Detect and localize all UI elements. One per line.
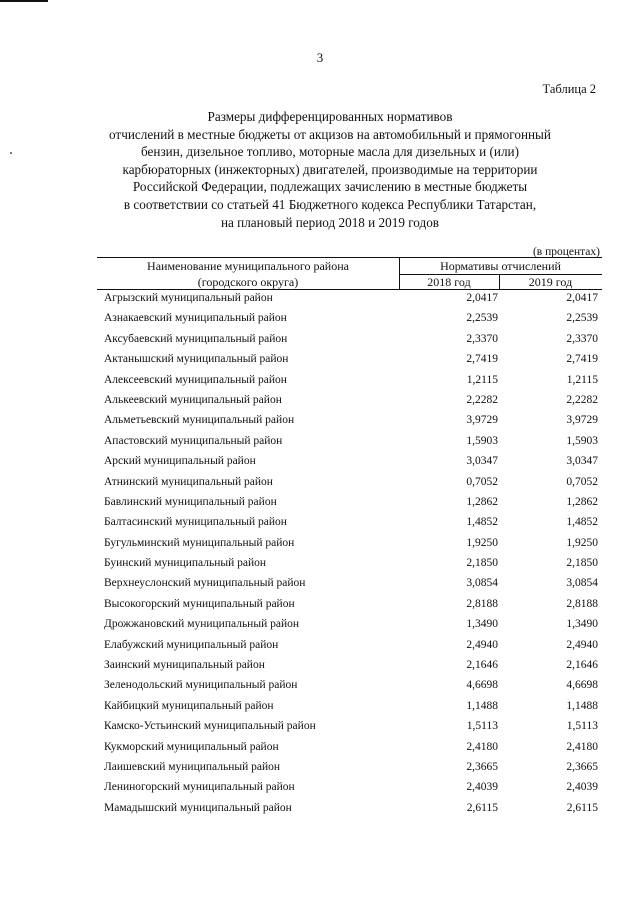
value-2019: 1,5903 [566,434,598,447]
district-name: Верхнеуслонский муниципальный район [104,577,306,590]
value-2018: 2,4940 [466,638,498,651]
table-row [0,475,640,495]
district-name: Алькеевский муниципальный район [104,393,282,406]
title-line: Российской Федерации, подлежащих зачислению в местные бюджеты [132,179,528,195]
value-2018: 1,5903 [466,434,498,447]
value-2019: 2,1646 [566,659,598,672]
district-name: Лаишевский муниципальный район [104,760,281,773]
district-name: Дрожжановский муниципальный район [104,618,300,631]
district-name: Камско-Устьинский муниципальный район [104,720,316,733]
table-row [0,536,640,556]
table-row [0,760,640,780]
district-name: Лениногорский муниципальный район [104,781,295,794]
value-2019: 2,4940 [566,638,598,651]
page-number: 3 [316,50,324,65]
value-2018: 2,1850 [466,557,498,570]
value-2018: 2,8188 [466,597,498,610]
header-top-border [97,257,602,258]
value-2019: 2,3665 [566,760,598,773]
table-row [0,332,640,352]
column-header-2018: 2018 год [427,275,471,289]
table-row [0,658,640,678]
value-2019: 2,4180 [566,740,598,753]
district-name: Аксубаевский муниципальный район [104,332,288,345]
district-name: Кайбицкий муниципальный район [104,699,274,712]
district-name: Альметьевский муниципальный район [104,414,295,427]
table-header [97,257,602,290]
district-name: Бавлинский муниципальный район [104,495,277,508]
district-name: Высокогорский муниципальный район [104,597,295,610]
table-row [0,454,640,474]
district-name: Елабужский муниципальный район [104,638,279,651]
title-line: в соответствии со статьей 41 Бюджетного кодекса Республики Татарстан, [123,196,537,212]
value-2019: 1,4852 [566,516,598,529]
value-2018: 2,2282 [466,393,498,406]
table-row [0,801,640,821]
district-name: Азнакаевский муниципальный район [104,312,287,325]
value-2018: 2,2539 [466,312,498,325]
table-row [0,740,640,760]
value-2018: 1,3490 [466,618,498,631]
table-row [0,556,640,576]
title-line: карбюраторных (инжекторных) двигателей, производимые на территории [122,161,538,177]
table-row [0,434,640,454]
table-row [0,311,640,331]
value-2018: 2,7419 [466,353,498,366]
table-body [0,291,640,821]
value-2019: 2,4039 [566,781,598,794]
value-2019: 1,1488 [566,699,598,712]
table-row [0,495,640,515]
value-2018: 2,4180 [466,740,498,753]
value-2019: 1,5113 [566,720,598,733]
top-rule [0,0,48,2]
value-2019: 1,2115 [566,373,598,386]
district-name: Апастовский муниципальный район [104,434,283,447]
value-2018: 1,5113 [466,720,498,733]
district-name: Бугульминский муниципальный район [104,536,295,549]
table-row [0,413,640,433]
table-row [0,515,640,535]
value-2019: 2,2282 [566,393,598,406]
value-2018: 2,3665 [466,760,498,773]
district-name: Актанышский муниципальный район [104,353,289,366]
table-row [0,699,640,719]
value-2018: 3,0347 [466,455,498,468]
district-name: Кукморский муниципальный район [104,740,279,753]
value-2019: 2,0417 [566,292,598,304]
value-2019: 1,3490 [566,618,598,631]
value-2018: 1,9250 [466,536,498,549]
title-line: Размеры дифференцированных нормативов [207,109,453,124]
table-row [0,597,640,617]
district-name: Агрызский муниципальный район [104,292,273,304]
value-2019: 2,6115 [566,801,598,814]
district-name: Мамадышский муниципальный район [104,801,292,814]
district-name: Алексеевский муниципальный район [104,373,287,386]
table-row [0,617,640,637]
district-name: Балтасинский муниципальный район [104,516,287,529]
value-2018: 2,6115 [466,801,498,814]
column-header-norms: Нормативы отчислений [440,259,561,273]
value-2018: 0,7052 [466,475,498,488]
table-row [0,373,640,393]
unit-note: (в процентах) [532,246,600,258]
value-2019: 2,8188 [566,597,598,610]
value-2019: 2,2539 [566,312,598,325]
value-2018: 2,1646 [466,659,498,672]
value-2018: 2,3370 [466,332,498,345]
value-2019: 2,7419 [566,353,598,366]
value-2018: 2,4039 [466,781,498,794]
value-2019: 2,1850 [566,557,598,570]
title-line: бензин, дизельное топливо, моторные масла для дизельных и (или) [141,144,519,160]
table-row [0,291,640,311]
district-name: Буинский муниципальный район [104,557,267,570]
column-header-name: Наименование муниципального района [147,259,349,273]
document-title [60,108,600,231]
value-2019: 1,9250 [566,536,598,549]
value-2018: 3,9729 [466,414,498,427]
district-name: Атнинский муниципальный район [104,475,273,488]
district-name: Заинский муниципальный район [104,659,265,672]
scan-speck [10,152,12,154]
table-label: Таблица 2 [542,82,596,96]
value-2018: 1,2862 [466,495,498,508]
column-header-2019: 2019 год [528,275,573,289]
title-line: отчислений в местные бюджеты от акцизов на автомобильный и прямогонный [109,126,551,142]
value-2018: 4,6698 [466,679,498,692]
district-name: Арский муниципальный район [104,455,256,468]
value-2018: 3,0854 [466,577,498,590]
value-2019: 1,2862 [566,495,598,508]
value-2019: 0,7052 [566,475,598,488]
table-row [0,719,640,739]
value-2018: 1,1488 [466,699,498,712]
value-2018: 1,2115 [466,373,498,386]
value-2018: 2,0417 [466,292,498,304]
table-row [0,678,640,698]
table-row [0,352,640,372]
table-row [0,393,640,413]
title-line: на плановый период 2018 и 2019 годов [220,214,440,230]
table-row [0,576,640,596]
value-2019: 3,9729 [566,414,598,427]
value-2019: 3,0854 [566,577,598,590]
district-name: Зеленодольский муниципальный район [104,679,298,692]
value-2018: 1,4852 [466,516,498,529]
table-row [0,780,640,800]
column-header-name-sub: (городского округа) [197,275,299,289]
table-row [0,638,640,658]
value-2019: 3,0347 [566,455,598,468]
value-2019: 2,3370 [566,332,598,345]
value-2019: 4,6698 [566,679,598,692]
